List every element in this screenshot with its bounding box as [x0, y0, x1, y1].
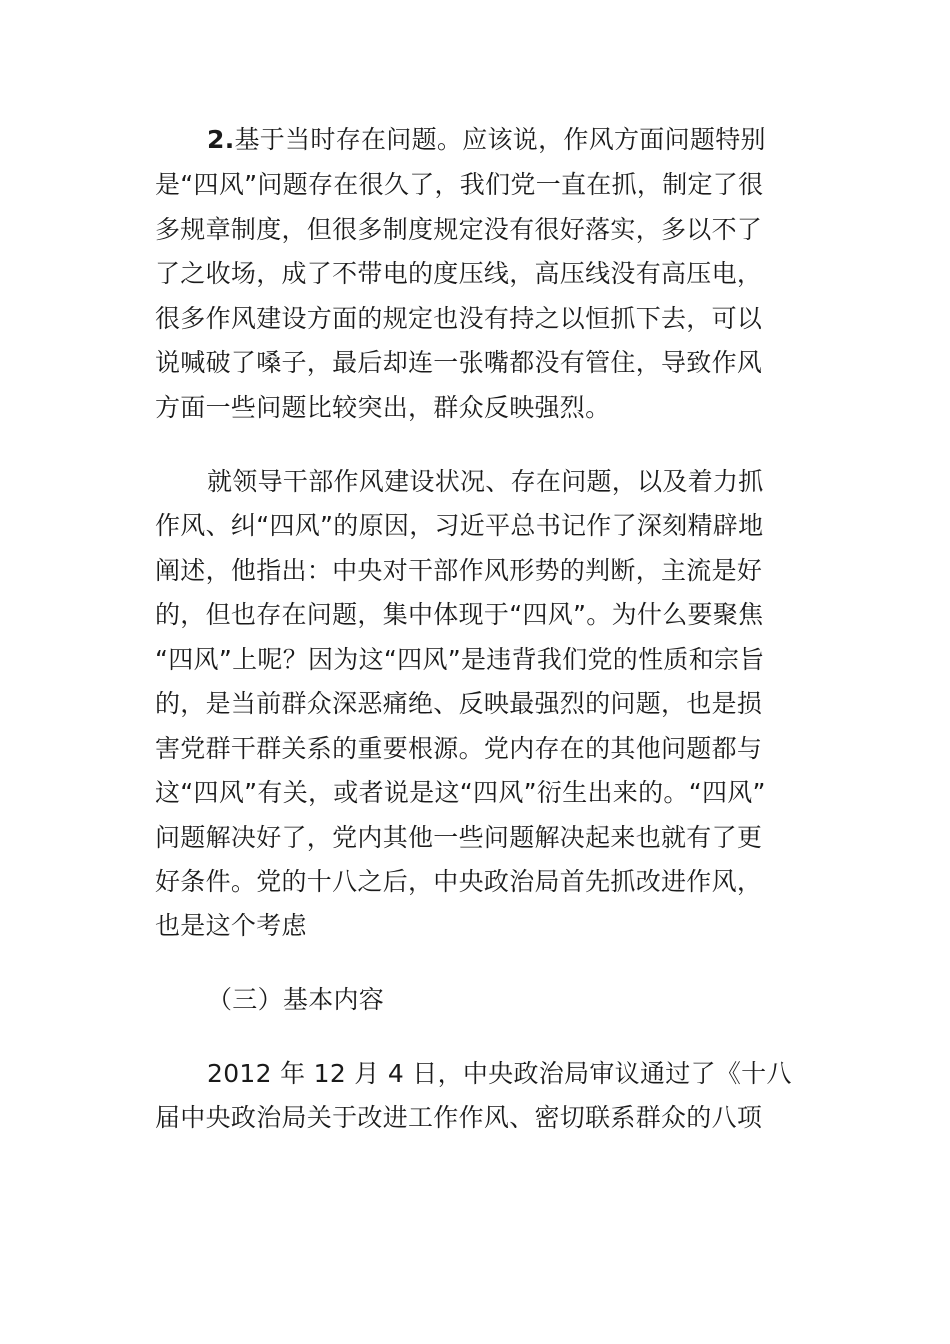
paragraph-1-line-6: 说喊破了嗓子，最后却连一张嘴都没有管住，导致作风 [155, 348, 763, 377]
paragraph-3-line-2: 届中央政治局关于改进工作作风、密切联系群众的八项 [155, 1103, 763, 1132]
paragraph-1-line-4: 了之收场，成了不带电的度压线，高压线没有高压电， [155, 259, 763, 288]
paragraph-2-line-9: 问题解决好了，党内其他一些问题解决起来也就有了更 [155, 823, 763, 852]
paragraph-1-line-3: 多规章制度，但很多制度规定没有很好落实，多以不了 [155, 215, 763, 244]
paragraph-1-line-7: 方面一些问题比较突出，群众反映强烈。 [155, 393, 611, 422]
paragraph-2-line-7: 害党群干群关系的重要根源。党内存在的其他问题都与 [155, 734, 763, 763]
paragraph-2-line-8: 这“四风”有关，或者说是这“四风”衍生出来的。“四风” [155, 778, 766, 807]
section-heading: （三）基本内容 [207, 985, 385, 1014]
paragraph-2-line-1: 就领导干部作风建设状况、存在问题，以及着力抓 [207, 467, 764, 496]
paragraph-2-line-3: 阐述，他指出：中央对干部作风形势的判断，主流是好 [155, 556, 763, 585]
paragraph-2-line-4: 的，但也存在问题，集中体现于“四风”。为什么要聚焦 [155, 600, 764, 629]
paragraph-1-line-5: 很多作风建设方面的规定也没有持之以恒抓下去，可以 [155, 304, 763, 333]
paragraph-2-line-11: 也是这个考虑 [155, 911, 307, 940]
paragraph-2-line-6: 的，是当前群众深恶痛绝、反映最强烈的问题，也是损 [155, 689, 763, 718]
paragraph-3-line-1: 2012 年 12 月 4 日，中央政治局审议通过了《十八 [207, 1059, 792, 1088]
paragraph-2-line-2: 作风、纠“四风”的原因，习近平总书记作了深刻精辟地 [155, 511, 764, 540]
paragraph-2-line-5: “四风”上呢？因为这“四风”是违背我们党的性质和宗旨 [155, 645, 765, 674]
item-number: 2. [207, 125, 235, 154]
paragraph-2-line-10: 好条件。党的十八之后，中央政治局首先抓改进作风， [155, 867, 763, 896]
paragraph-1-line-2: 是“四风”问题存在很久了，我们党一直在抓，制定了很 [155, 170, 764, 199]
paragraph-1-line-1: 2.基于当时存在问题。应该说，作风方面问题特别 [207, 125, 766, 154]
